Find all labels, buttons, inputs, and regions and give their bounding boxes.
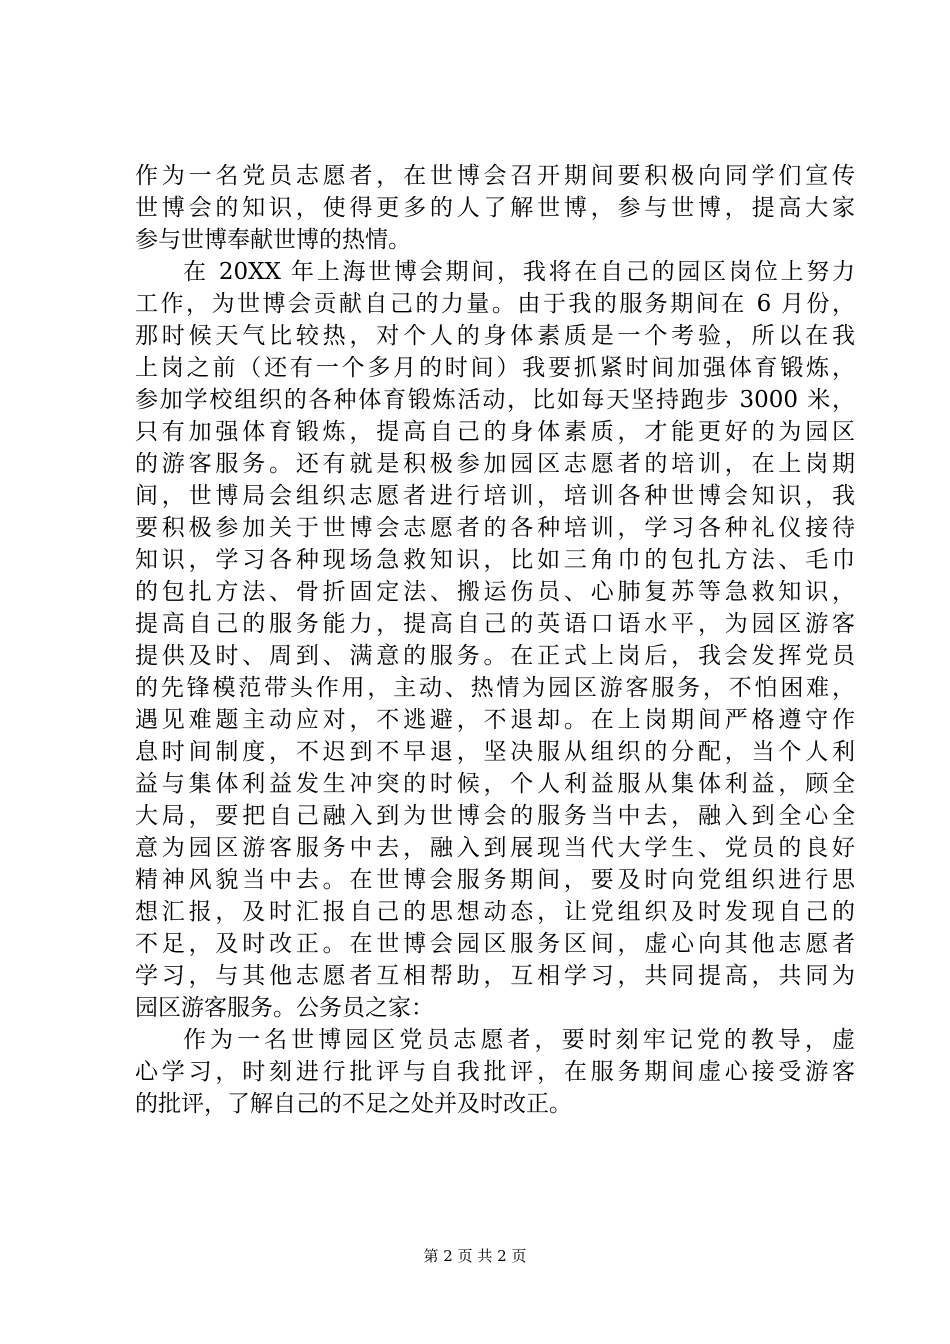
text-line: 提供及时、周到、满意的服务。在正式上岗后，我会发挥党员 xyxy=(135,643,855,669)
text-line: 参加学校组织的各种体育锻炼活动，比如每天坚持跑步 3000 米， xyxy=(135,387,855,413)
text-line: 大局，要把自己融入到为世博会的服务当中去，融入到全心全 xyxy=(135,803,855,829)
text-line: 的批评，了解自己的不足之处并及时改正。 xyxy=(135,1091,572,1117)
text-line: 上岗之前（还有一个多月的时间）我要抓紧时间加强体育锻炼， xyxy=(135,355,855,381)
text-line: 息时间制度，不迟到不早退，坚决服从组织的分配，当个人利 xyxy=(135,739,855,765)
text-line: 只有加强体育锻炼，提高自己的身体素质，才能更好的为园区 xyxy=(135,419,855,445)
text-line: 学习，与其他志愿者互相帮助，互相学习，共同提高，共同为 xyxy=(135,963,855,989)
text-line: 间，世博局会组织志愿者进行培训，培训各种世博会知识，我 xyxy=(135,483,855,509)
text-line: 参与世博奉献世博的热情。 xyxy=(135,227,411,253)
text-line: 世博会的知识，使得更多的人了解世博，参与世博，提高大家 xyxy=(135,195,855,221)
page-number-footer: 第 2 页 共 2 页 xyxy=(423,1247,527,1265)
document-body xyxy=(135,160,855,1120)
text-line: 益与集体利益发生冲突的时候，个人利益服从集体利益，顾全 xyxy=(135,771,855,797)
text-line: 提高自己的服务能力，提高自己的英语口语水平，为园区游客 xyxy=(135,611,855,637)
text-line: 的包扎方法、骨折固定法、搬运伤员、心肺复苏等急救知识， xyxy=(135,579,855,605)
text-line: 那时候天气比较热，对个人的身体素质是一个考验，所以在我 xyxy=(135,323,855,349)
text-line: 心学习，时刻进行批评与自我批评，在服务期间虚心接受游客 xyxy=(135,1059,855,1085)
text-line: 意为园区游客服务中去，融入到展现当代大学生、党员的良好 xyxy=(135,835,855,861)
text-line: 工作，为世博会贡献自己的力量。由于我的服务期间在 6 月份， xyxy=(135,291,855,317)
text-line: 的先锋模范带头作用，主动、热情为园区游客服务，不怕困难， xyxy=(135,675,855,701)
text-line: 要积极参加关于世博会志愿者的各种培训，学习各种礼仪接待 xyxy=(135,515,855,541)
text-line: 想汇报，及时汇报自己的思想动态，让党组织及时发现自己的 xyxy=(135,899,855,925)
text-line: 作为一名世博园区党员志愿者，要时刻牢记党的教导，虚 xyxy=(183,1027,855,1053)
text-line: 作为一名党员志愿者，在世博会召开期间要积极向同学们宣传 xyxy=(135,163,855,189)
text-line: 的游客服务。还有就是积极参加园区志愿者的培训，在上岗期 xyxy=(135,451,855,477)
text-line: 精神风貌当中去。在世博会服务期间，要及时向党组织进行思 xyxy=(135,867,855,893)
text-line: 知识，学习各种现场急救知识，比如三角巾的包扎方法、毛巾 xyxy=(135,547,855,573)
text-line: 园区游客服务。公务员之家： xyxy=(135,995,434,1021)
text-line: 遇见难题主动应对，不逃避，不退却。在上岗期间严格遵守作 xyxy=(135,707,855,733)
text-line: 在 20XX 年上海世博会期间，我将在自己的园区岗位上努力 xyxy=(183,259,855,285)
text-line: 不足，及时改正。在世博会园区服务区间，虚心向其他志愿者 xyxy=(135,931,855,957)
